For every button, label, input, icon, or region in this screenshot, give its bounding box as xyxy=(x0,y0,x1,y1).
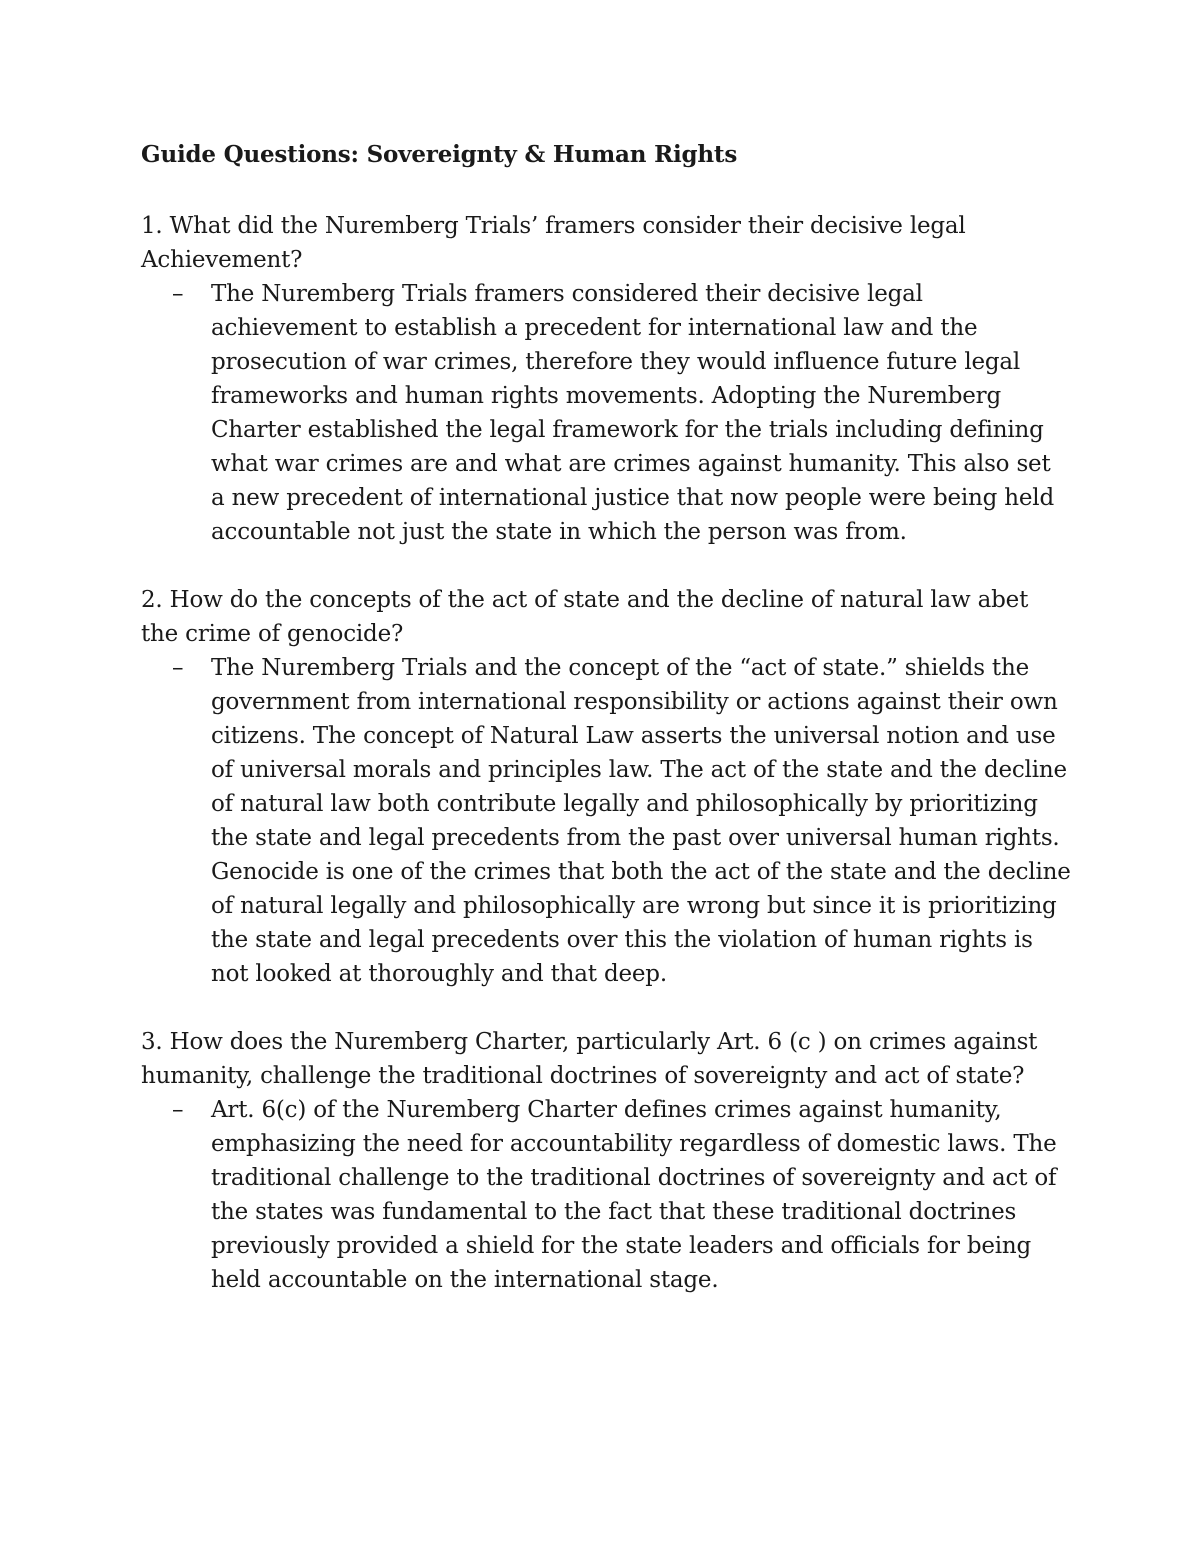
document-title: Guide Questions: Sovereignty & Human Rights xyxy=(141,141,738,168)
question-1: 1. What did the Nuremberg Trials’ framers consider their decisive legal Achievement? xyxy=(141,213,966,273)
answer-1-bullet: – xyxy=(172,281,184,307)
question-2: 2. How do the concepts of the act of state and the decline of natural law abet the crime of genocide? xyxy=(141,587,1029,647)
answer-2: The Nuremberg Trials and the concept of the “act of state.” shields the government from international responsibility or actions against their own citizens. The concept of Natural Law asserts the universal notion and use of universal morals and principles law. The act of the state and the decline of natural law both contribute legally and philosophically by prioritizing the state and legal precedents from the past over universal human rights. Genocide is one of the crimes that both the act of the state and the decline of natural legally and philosophically are wrong but since it is prioritizing the state and legal precedents over this the violation of human rights is not looked at thoroughly and that deep. xyxy=(211,655,1071,987)
answer-2-bullet: – xyxy=(172,655,184,681)
answer-3: Art. 6(c) of the Nuremberg Charter defines crimes against humanity, emphasizing the need for accountability regardless of domestic laws. The traditional challenge to the traditional doctrines of sovereignty and act of the states was fundamental to the fact that these traditional doctrines previously provided a shield for the state leaders and officials for being held accountable on the international stage. xyxy=(211,1097,1057,1293)
answer-1: The Nuremberg Trials framers considered their decisive legal achievement to establish a precedent for international law and the prosecution of war crimes, therefore they would influence future legal frameworks and human rights movements. Adopting the Nuremberg Charter established the legal framework for the trials including defining what war crimes are and what are crimes against humanity. This also set a new precedent of international justice that now people were being held accountable not just the state in which the person was from. xyxy=(211,281,1054,545)
answer-3-bullet: – xyxy=(172,1097,184,1123)
question-3: 3. How does the Nuremberg Charter, particularly Art. 6 (c ) on crimes against humanity, challenge the traditional doctrines of sovereignty and act of state? xyxy=(141,1029,1038,1089)
